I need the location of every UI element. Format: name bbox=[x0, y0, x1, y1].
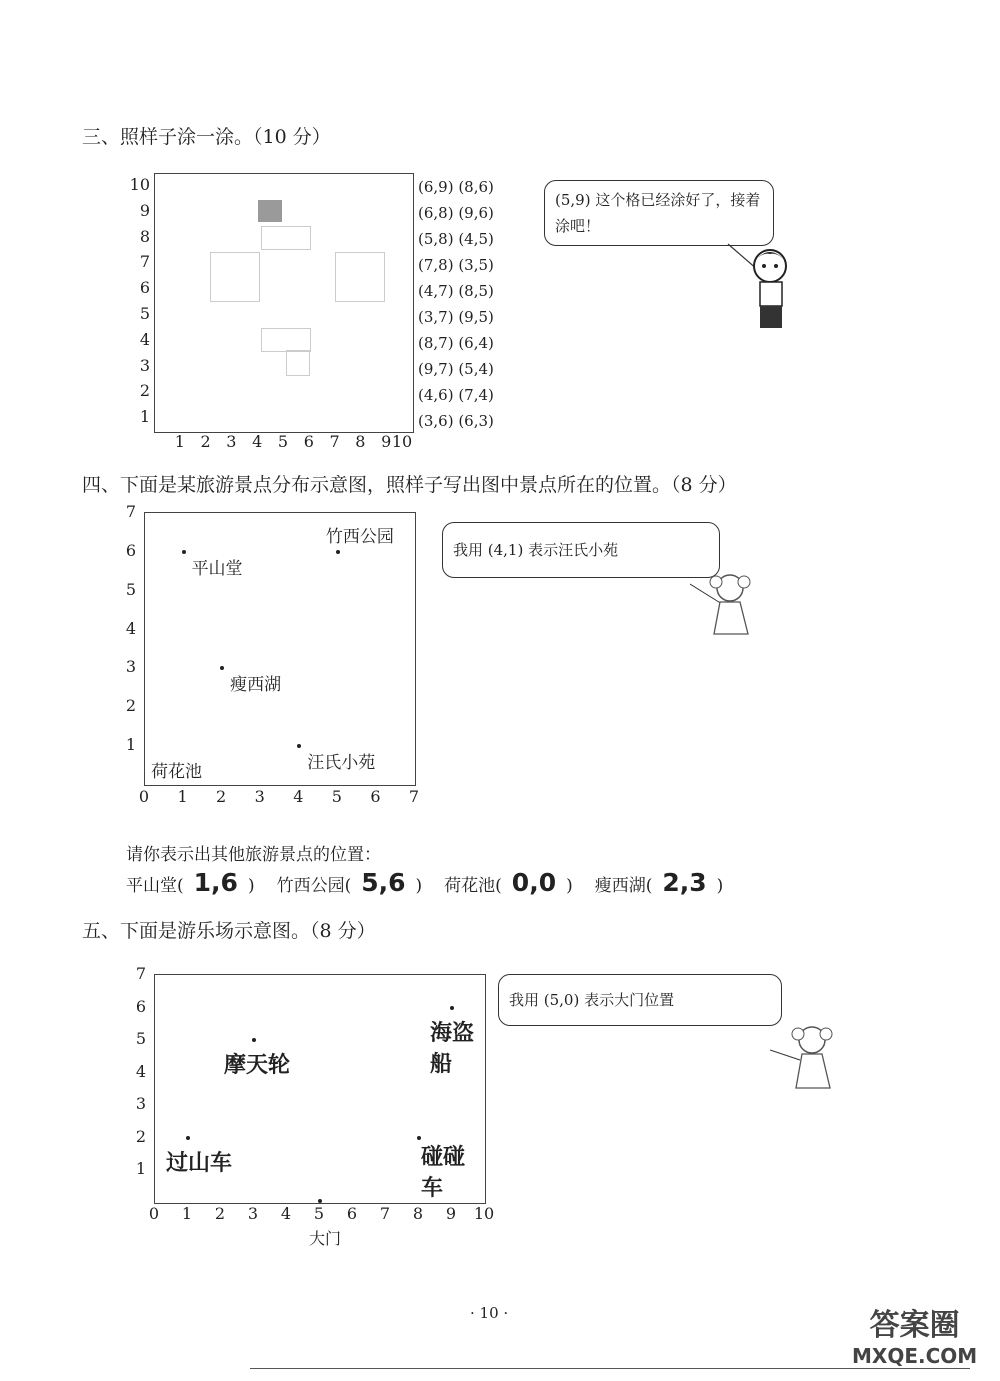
place-point bbox=[220, 666, 224, 670]
ride-label: 碰碰车 bbox=[421, 1144, 466, 1201]
speech-bubble-boy: (5,9) 这个格已经涂好了，接着涂吧！ bbox=[544, 180, 774, 246]
place-point bbox=[336, 550, 340, 554]
y-tick-label: 4 bbox=[125, 618, 136, 638]
section4-x-axis bbox=[132, 787, 432, 809]
place-label: 竹西公园 bbox=[325, 526, 394, 547]
section4-plot bbox=[144, 512, 416, 786]
sample-shaded-cell bbox=[258, 200, 282, 222]
y-tick-label: 3 bbox=[125, 657, 136, 677]
x-tick-label: 7 bbox=[408, 787, 420, 806]
y-tick-label: 3 bbox=[139, 355, 150, 375]
bottom-rule bbox=[250, 1368, 970, 1369]
y-tick-label: 5 bbox=[125, 579, 136, 599]
x-tick-label: 1 bbox=[177, 787, 188, 806]
x-tick-label: 1 bbox=[181, 1204, 193, 1223]
y-tick-label: 2 bbox=[139, 381, 150, 401]
coordinate-pair: (3,6) (6,3) bbox=[418, 412, 494, 430]
coordinate-pair: (6,9) (8,6) bbox=[418, 178, 494, 196]
answer-value: 5,6 bbox=[361, 868, 406, 897]
y-tick-label: 1 bbox=[125, 735, 136, 755]
section5-heading: 五、下面是游乐场示意图。（8 分） bbox=[82, 920, 376, 942]
ride-point bbox=[252, 1038, 256, 1042]
faint-cell-group bbox=[286, 350, 310, 376]
coordinate-pair: (7,8) (3,5) bbox=[418, 256, 494, 274]
coordinate-pair: (9,7) (5,4) bbox=[418, 360, 494, 378]
x-tick-label: 0 bbox=[148, 1204, 160, 1223]
section3-x-axis bbox=[154, 432, 412, 454]
x-tick-label: 0 bbox=[138, 787, 150, 806]
x-tick-label: 5 bbox=[331, 787, 342, 806]
place-label: 荷花池 bbox=[151, 762, 202, 782]
answer-value: 0,0 bbox=[511, 868, 557, 897]
speech-bubble-girl-1: 我用 (4,1) 表示汪氏小苑 bbox=[442, 522, 720, 578]
answer-close: ) bbox=[716, 876, 724, 896]
speech-bubble-girl-2: 我用 (5,0) 表示大门位置 bbox=[498, 974, 782, 1026]
y-tick-label: 9 bbox=[139, 200, 150, 220]
x-tick-label: 4 bbox=[252, 432, 263, 451]
answer-close: ) bbox=[415, 876, 423, 896]
answer-row bbox=[126, 868, 745, 897]
y-tick-label: 4 bbox=[139, 329, 150, 349]
gate-label: 大门 bbox=[309, 1229, 342, 1248]
place-label: 平山堂 bbox=[191, 558, 243, 579]
place-point bbox=[182, 550, 186, 554]
x-tick-label: 8 bbox=[412, 1204, 424, 1223]
section3-grid bbox=[154, 173, 414, 433]
y-tick-label: 7 bbox=[125, 502, 136, 521]
answer-label: 竹西公园( bbox=[276, 876, 352, 896]
x-tick-label: 7 bbox=[329, 432, 340, 451]
x-tick-label: 6 bbox=[346, 1204, 358, 1223]
watermark bbox=[852, 1300, 977, 1368]
x-tick-label: 3 bbox=[254, 787, 265, 806]
answer-label: 瘦西湖( bbox=[594, 876, 653, 896]
page-number: · 10 · bbox=[470, 1304, 509, 1322]
coordinate-pair: (8,7) (6,4) bbox=[418, 334, 494, 352]
x-tick-label: 9 bbox=[381, 432, 392, 451]
section5-y-axis bbox=[128, 964, 152, 1202]
y-tick-label: 10 bbox=[129, 175, 150, 194]
answer-value: 1,6 bbox=[193, 868, 238, 897]
answer-label: 荷花池( bbox=[444, 876, 502, 896]
y-tick-label: 1 bbox=[135, 1159, 146, 1179]
x-tick-label: 7 bbox=[379, 1204, 391, 1223]
x-tick-label: 4 bbox=[293, 787, 304, 806]
x-tick-label: 2 bbox=[214, 1204, 226, 1223]
ride-point bbox=[450, 1006, 454, 1010]
x-tick-label: 3 bbox=[247, 1204, 259, 1223]
y-tick-label: 7 bbox=[135, 964, 146, 983]
x-tick-label: 10 bbox=[473, 1204, 495, 1223]
coordinate-pair: (4,6) (7,4) bbox=[418, 386, 494, 404]
girl-illustration bbox=[690, 568, 770, 648]
y-tick-label: 2 bbox=[125, 696, 136, 716]
girl-illustration-2 bbox=[770, 1012, 850, 1102]
watermark-url: MXQE.COM bbox=[852, 1344, 978, 1368]
faint-cell-group bbox=[261, 226, 311, 250]
x-tick-label: 5 bbox=[277, 432, 289, 451]
ride-label: 过山车 bbox=[166, 1150, 233, 1176]
ride-label: 海盗船 bbox=[430, 1020, 475, 1077]
answer-close: ) bbox=[247, 876, 255, 896]
x-tick-label: 10 bbox=[391, 432, 413, 451]
x-tick-label: 4 bbox=[280, 1204, 292, 1223]
place-label: 汪氏小苑 bbox=[307, 753, 376, 774]
coordinate-pair: (6,8) (9,6) bbox=[418, 204, 494, 222]
ride-point bbox=[186, 1136, 190, 1140]
ride-label: 摩天轮 bbox=[224, 1053, 291, 1079]
section5-plot bbox=[154, 974, 486, 1204]
faint-cell-group bbox=[210, 252, 260, 302]
y-tick-label: 6 bbox=[125, 540, 136, 560]
y-tick-label: 6 bbox=[135, 996, 146, 1016]
answer-prompt: 请你表示出其他旅游景点的位置： bbox=[126, 845, 381, 865]
answer-label: 平山堂( bbox=[126, 876, 184, 896]
y-tick-label: 5 bbox=[139, 304, 150, 323]
section4-y-axis bbox=[118, 502, 142, 784]
y-tick-label: 6 bbox=[139, 278, 150, 298]
x-tick-label: 6 bbox=[370, 787, 381, 806]
coordinate-pair: (3,7) (9,5) bbox=[418, 308, 494, 326]
x-tick-label: 5 bbox=[313, 1204, 325, 1223]
faint-cell-group bbox=[261, 328, 311, 352]
section4-heading: 四、下面是某旅游景点分布示意图，照样子写出图中景点所在的位置。（8 分） bbox=[82, 474, 737, 496]
y-tick-label: 5 bbox=[135, 1029, 146, 1049]
y-tick-label: 1 bbox=[139, 407, 150, 427]
y-tick-label: 2 bbox=[135, 1126, 146, 1146]
answer-value: 2,3 bbox=[662, 868, 707, 897]
coordinate-pair: (5,8) (4,5) bbox=[418, 230, 494, 248]
watermark-logo: 答案圈 bbox=[869, 1308, 960, 1343]
x-tick-label: 3 bbox=[226, 432, 237, 451]
gate-point bbox=[318, 1199, 322, 1203]
y-tick-label: 7 bbox=[139, 252, 150, 272]
x-tick-label: 2 bbox=[200, 432, 211, 451]
x-tick-label: 9 bbox=[445, 1204, 457, 1223]
section3-y-axis bbox=[128, 173, 152, 431]
section3-heading: 三、照样子涂一涂。（10 分） bbox=[82, 126, 331, 148]
x-tick-label: 2 bbox=[216, 787, 227, 806]
y-tick-label: 4 bbox=[135, 1061, 146, 1081]
boy-illustration bbox=[720, 236, 800, 336]
faint-cell-group bbox=[335, 252, 385, 302]
y-tick-label: 3 bbox=[135, 1094, 146, 1114]
section5-x-axis bbox=[142, 1204, 502, 1226]
x-tick-label: 8 bbox=[355, 432, 366, 451]
place-point bbox=[297, 744, 301, 748]
place-label: 瘦西湖 bbox=[230, 675, 282, 696]
y-tick-label: 8 bbox=[139, 226, 150, 246]
x-tick-label: 6 bbox=[303, 432, 314, 451]
x-tick-label: 1 bbox=[174, 432, 185, 451]
answer-close: ) bbox=[566, 876, 573, 896]
coordinate-list bbox=[418, 174, 494, 434]
coordinate-pair: (4,7) (8,5) bbox=[418, 282, 494, 300]
